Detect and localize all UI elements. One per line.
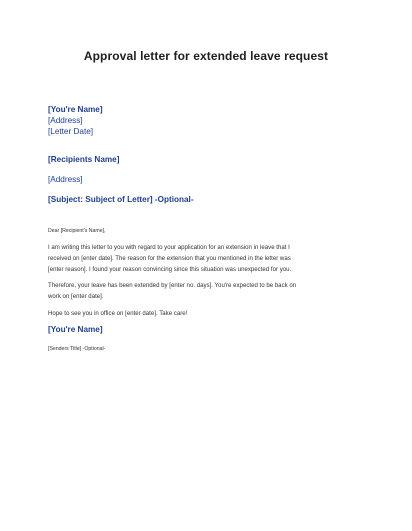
paragraph-line: work on [enter date]. (48, 293, 104, 300)
paragraph-line: Hope to see you in office on [enter date]. Take care! (48, 310, 188, 317)
sender-name: [You're Name] (48, 105, 103, 114)
letter-date: [Letter Date] (48, 127, 94, 136)
recipient-address: [Address] (48, 175, 83, 184)
recipient-name: [Recipients Name] (48, 155, 120, 164)
paragraph-3 (48, 308, 378, 319)
paragraph-2 (48, 280, 378, 302)
closing-name: [You're Name] (48, 325, 103, 334)
paragraph-1 (48, 242, 378, 275)
paragraph-line: Therefore, your leave has been extended by [enter no. days]. You're expected to be back on (48, 282, 297, 289)
sender-address: [Address] (48, 116, 83, 125)
subject-line: [Subject: Subject of Letter] -Optional- (48, 195, 194, 204)
paragraph-line: I am writing this letter to you with regard to your application for an extension in leave that I (48, 244, 290, 251)
letter-title: Approval letter for extended leave request (83, 49, 329, 63)
paragraph-line: [enter reason]. I found your reason convincing since this situation was unexpected for you. (48, 266, 292, 273)
sender-title: [Senders Title] -Optional- (48, 346, 106, 352)
paragraph-line: received on [enter date]. The reason for the extension that you mentioned in the letter was (48, 255, 291, 262)
salutation: Dear [Recipient's Name], (48, 228, 106, 234)
